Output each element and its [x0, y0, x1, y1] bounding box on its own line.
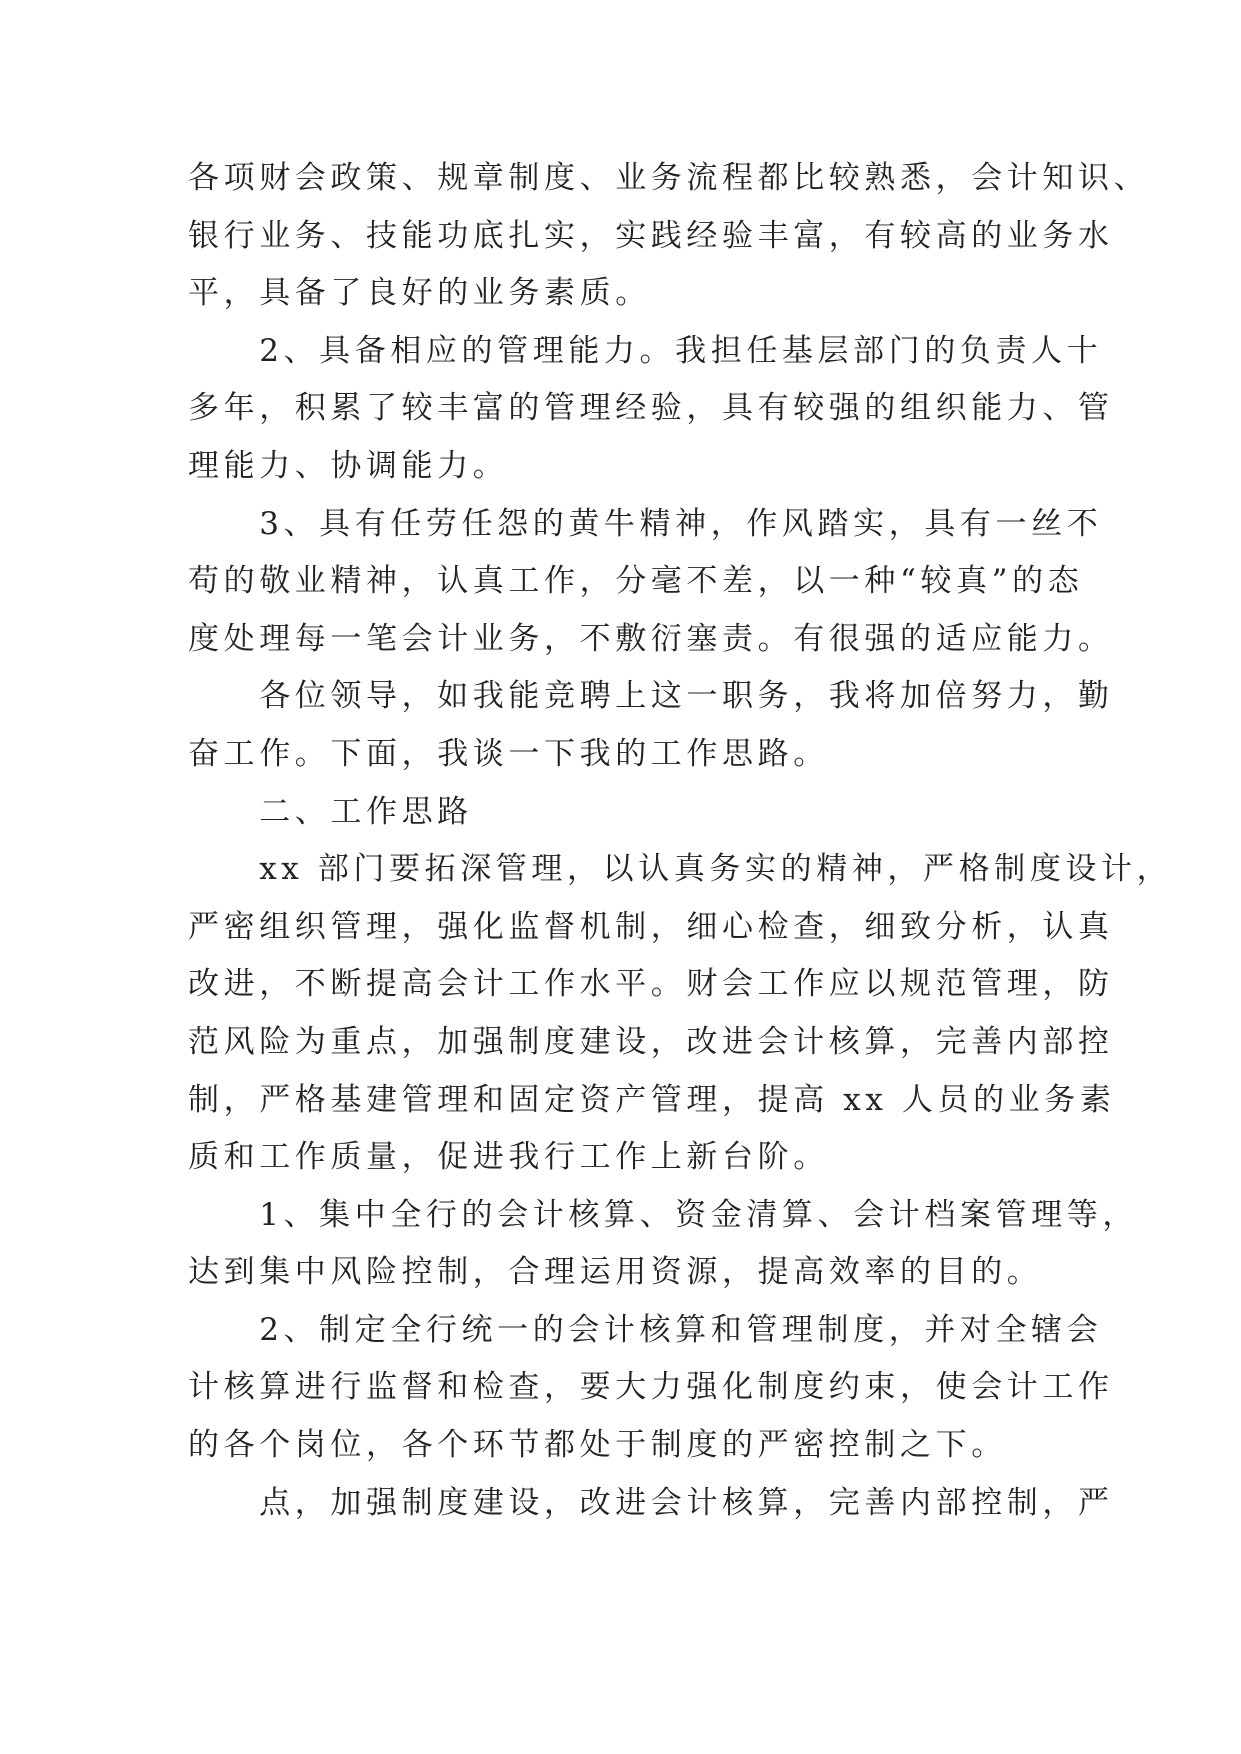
section-heading: 二、工作思路 — [188, 793, 473, 830]
text-line-24: 点，加强制度建设，改进会计核算，完善内部控制，严 — [188, 1484, 1114, 1521]
text-line-19: 1、集中全行的会计核算、资金清算、会计档案管理等， — [188, 1196, 1138, 1233]
text-line-4: 2、具备相应的管理能力。我担任基层部门的负责人十 — [188, 332, 1103, 369]
text-line-22: 计核算进行监督和检查，要大力强化制度约束，使会计工作 — [188, 1369, 1114, 1406]
text-line-3: 平，具备了良好的业务素质。 — [188, 275, 651, 312]
text-line-20: 达到集中风险控制，合理运用资源，提高效率的目的。 — [188, 1254, 1043, 1291]
text-line-7: 3、具有任劳任怨的黄牛精神，作风踏实，具有一丝不 — [188, 505, 1103, 542]
text-line-14: 严密组织管理，强化监督机制，细心检查，细致分析，认真 — [188, 908, 1114, 945]
document-body — [188, 150, 1173, 1532]
text-line-11: 奋工作。下面，我谈一下我的工作思路。 — [188, 735, 829, 772]
text-line-13: xx 部门要拓深管理，以认真务实的精神，严格制度设计， — [188, 851, 1173, 888]
text-line-10: 各位领导，如我能竞聘上这一职务，我将加倍努力，勤 — [188, 678, 1114, 715]
text-line-18: 质和工作质量，促进我行工作上新台阶。 — [188, 1139, 829, 1176]
text-line-9: 度处理每一笔会计业务，不敷衍塞责。有很强的适应能力。 — [188, 620, 1114, 657]
text-line-1: 各项财会政策、规章制度、业务流程都比较熟悉，会计知识、 — [188, 160, 1150, 196]
text-line-23: 的各个岗位，各个环节都处于制度的严密控制之下。 — [188, 1427, 1007, 1464]
text-line-17: 制，严格基建管理和固定资产管理，提高 xx 人员的业务素 — [188, 1081, 1116, 1118]
text-line-15: 改进，不断提高会计工作水平。财会工作应以规范管理，防 — [188, 966, 1114, 1003]
text-line-21: 2、制定全行统一的会计核算和管理制度，并对全辖会 — [188, 1311, 1103, 1348]
text-line-6: 理能力、协调能力。 — [188, 447, 509, 484]
text-line-16: 范风险为重点，加强制度建设，改进会计核算，完善内部控 — [188, 1023, 1114, 1060]
text-line-5: 多年，积累了较丰富的管理经验，具有较强的组织能力、管 — [188, 390, 1114, 427]
text-line-2: 银行业务、技能功底扎实，实践经验丰富，有较高的业务水 — [188, 217, 1114, 254]
text-line-8: 苟的敬业精神，认真工作，分毫不差，以一种“较真”的态 — [188, 563, 1084, 600]
